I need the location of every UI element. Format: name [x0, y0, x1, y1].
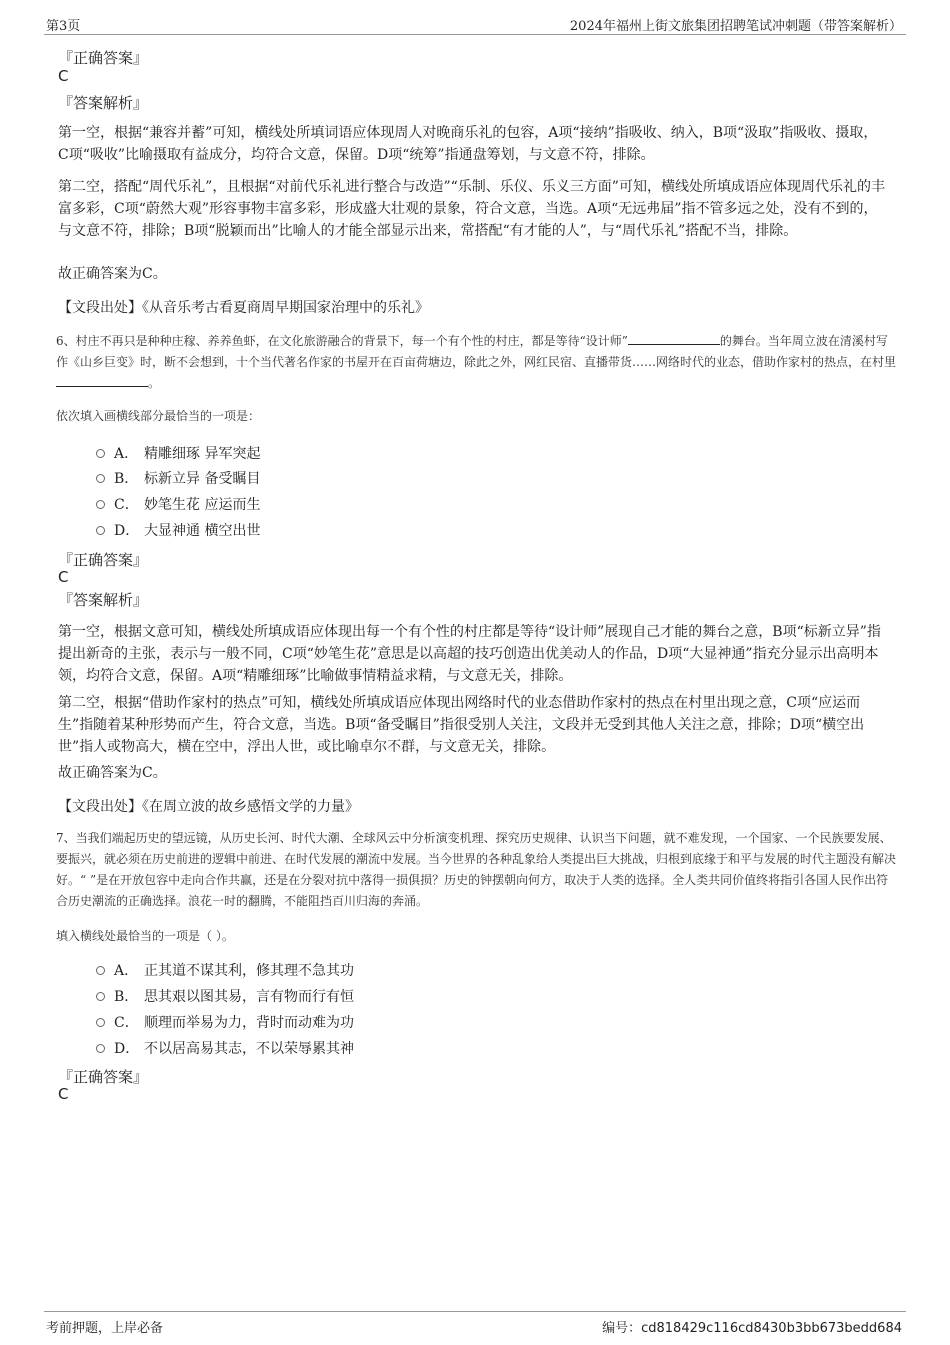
- conclusion: 故正确答案为C。: [58, 266, 167, 282]
- radio-button-icon[interactable]: [96, 500, 105, 509]
- answer-blank: [628, 331, 720, 345]
- correct-answer-label: 『正确答案』: [58, 1068, 149, 1086]
- radio-button-icon[interactable]: [96, 966, 105, 975]
- analysis-paragraph: 第二空，搭配“周代乐礼”，且根据“对前代乐礼进行整合与改造”“乐制、乐仪、乐义三方面”可知，横线处所填成语应体现周代乐礼的丰富多彩，C项“蔚然大观”形容事物丰富多彩，形成盛大壮观的景象，符合文意，当选。A项“无远弗届”指不管多远之处，没有不到的，与文意不符，排除；B项“脱颖而出”比喻人的才能全部显示出来，常搭配“有才能的人”，与“周代乐礼”搭配不当，排除。: [58, 179, 885, 239]
- radio-button-icon[interactable]: [96, 449, 105, 458]
- correct-answer-value: C: [58, 1085, 69, 1103]
- option-d[interactable]: D． 大显神通 横空出世: [96, 520, 260, 540]
- source-citation: 【文段出处】《在周立波的故乡感悟文学的力量》: [58, 799, 359, 815]
- option-d[interactable]: D． 不以居高易其志，不以荣辱累其神: [96, 1038, 354, 1058]
- correct-answer-label: 『正确答案』: [58, 551, 149, 569]
- correct-answer-label: 『正确答案』: [58, 49, 149, 67]
- answer-analysis-label: 『答案解析』: [58, 94, 149, 112]
- correct-answer-value: C: [58, 67, 69, 85]
- radio-button-icon[interactable]: [96, 526, 105, 535]
- correct-answer-value: C: [58, 568, 69, 586]
- radio-button-icon[interactable]: [96, 992, 105, 1001]
- radio-button-icon[interactable]: [96, 474, 105, 483]
- question-stem: 7、当我们端起历史的望远镜，从历史长河、时代大潮、全球风云中分析演变机理、探究历史规律、认识当下问题，就不难发现，一个国家、一个民族要发展、要振兴，就必须在历史前进的逻辑中前进、在时代发展的潮流中发展。当今世界的各种乱象给人类提出巨大挑战，归根到底缘于和平与发展的时代主题没有解决好。“ ”是在开放包容中走向合作共赢，还是在分裂对抗中落得一损俱损？历史的钟摆朝向何方，取决于人类的选择。全人类共同价值终将指引各国人民作出符合历史潮流的正确选择。浪花一时的翻腾，不能阻挡百川归海的奔涌。: [56, 831, 897, 908]
- footer-slogan: 考前押题，上岸必备: [46, 1321, 164, 1336]
- question-instruction: 填入横线处最恰当的一项是（ ）。: [56, 929, 234, 943]
- option-b[interactable]: B． 标新立异 备受瞩目: [96, 468, 260, 488]
- question-instruction: 依次填入画横线部分最恰当的一项是：: [56, 409, 261, 423]
- question-stem: 6、村庄不再只是种种庄稼、养养鱼虾，在文化旅游融合的背景下，每一个有个性的村庄，都是等待“设计师” 的舞台。当年周立波在清溪村写作《山乡巨变》时，断不会想到，十个当代著名作家的书屋开在百亩荷塘边，除此之外，网红民宿、直播带货……网络时代的业态，借助作家村的热点，在村里。: [56, 331, 898, 394]
- document-code: 编号：cd818429c116cd8430b3bb673bedd684: [602, 1321, 902, 1336]
- page-number: 第3页: [46, 19, 81, 34]
- page-footer: [44, 1311, 906, 1336]
- option-a[interactable]: A． 正其道不谋其利，修其理不急其功: [96, 960, 354, 980]
- page-header: [44, 12, 906, 35]
- answer-blank: [56, 373, 148, 387]
- radio-button-icon[interactable]: [96, 1018, 105, 1027]
- option-b[interactable]: B． 思其艰以图其易，言有物而行有恒: [96, 986, 354, 1006]
- answer-analysis-label: 『答案解析』: [58, 591, 149, 609]
- radio-button-icon[interactable]: [96, 1044, 105, 1053]
- source-citation: 【文段出处】《从音乐考古看夏商周早期国家治理中的乐礼》: [58, 300, 429, 316]
- option-c[interactable]: C． 顺理而举易为力，背时而动难为功: [96, 1012, 354, 1032]
- document-title: 2024年福州上街文旅集团招聘笔试冲刺题（带答案解析）: [569, 19, 902, 34]
- analysis-paragraph: 第二空，根据“借助作家村的热点”可知，横线处所填成语应体现出网络时代的业态借助作家村的热点在村里出现之意，C项“应运而生”指随着某种形势而产生，符合文意，当选。B项“备受瞩目”指很受别人关注，文段并无受到其他人关注之意，排除；D项“横空出世”指人或物高大，横在空中，浮出人世，或比喻卓尔不群，与文意无关，排除。: [58, 695, 865, 755]
- analysis-paragraph: 第一空，根据文意可知，横线处所填成语应体现出每一个有个性的村庄都是等待“设计师”展现自己才能的舞台之意，B项“标新立异”指提出新奇的主张，表示与一般不同，C项“妙笔生花”意思是以高超的技巧创造出优美动人的作品，D项“大显神通”指充分显示出高明本领，均符合文意，保留。A项“精雕细琢”比喻做事情精益求精，与文意无关，排除。: [58, 624, 881, 684]
- option-c[interactable]: C． 妙笔生花 应运而生: [96, 494, 260, 514]
- conclusion: 故正确答案为C。: [58, 765, 167, 781]
- analysis-paragraph: 第一空，根据“兼容并蓄”可知，横线处所填词语应体现周人对晚商乐礼的包容，A项“接纳”指吸收、纳入，B项“汲取”指吸收、摄取，C项“吸收”比喻摄取有益成分，均符合文意，保留。D项“统筹”指通盘筹划，与文意不符，排除。: [58, 125, 878, 163]
- option-a[interactable]: A． 精雕细琢 异军突起: [96, 443, 260, 463]
